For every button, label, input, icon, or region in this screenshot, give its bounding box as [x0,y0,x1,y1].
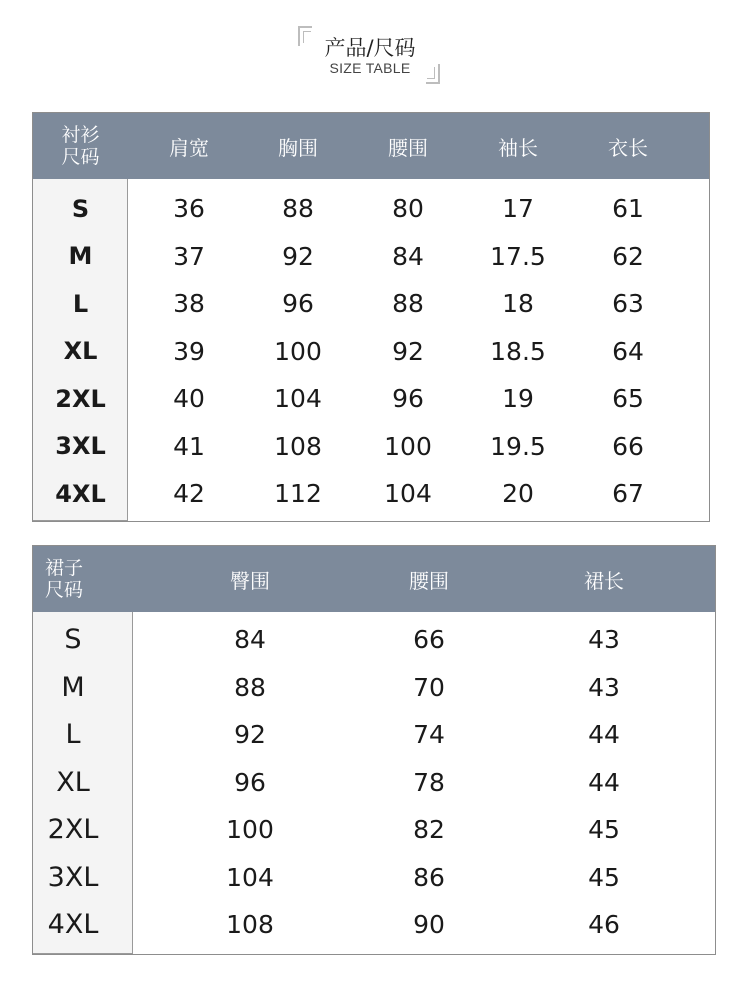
shirt-value-cell: 88 [282,194,314,224]
skirt-header-cell: 臀围 [230,568,270,593]
shirt-value-cell: 37 [173,241,205,271]
shirt-corner-line2: 尺码 [61,146,100,168]
skirt-size-table [32,545,716,955]
shirt-value-cell: 62 [612,241,644,271]
skirt-value-cell: 82 [413,815,445,845]
shirt-value-cell: 100 [274,336,322,366]
shirt-header-cell: 袖长 [498,135,538,160]
shirt-value-cell: 36 [173,194,205,224]
shirt-value-cell: 18 [502,289,534,319]
page-subtitle: SIZE TABLE [329,60,411,76]
skirt-value-cell: 43 [588,672,620,702]
shirt-header-cell: 胸围 [278,135,318,160]
skirt-size-label: L [65,719,81,751]
skirt-size-label: 3XL [47,861,99,893]
shirt-header-cell: 衣长 [608,135,648,160]
skirt-value-cell: 86 [413,862,445,892]
shirt-value-cell: 112 [274,479,322,509]
shirt-value-cell: 20 [502,479,534,509]
skirt-size-label: M [61,671,85,703]
skirt-size-label: XL [56,766,90,798]
skirt-value-cell: 84 [234,625,266,655]
skirt-value-cell: 96 [234,767,266,797]
shirt-header-cell: 肩宽 [169,135,209,160]
skirt-size-label: 2XL [47,814,99,846]
skirt-value-cell: 44 [588,767,620,797]
shirt-value-cell: 17.5 [490,241,546,271]
skirt-value-cell: 100 [226,815,274,845]
shirt-size-label: L [72,289,89,318]
shirt-value-cell: 38 [173,289,205,319]
skirt-value-cell: 74 [413,720,445,750]
shirt-value-cell: 80 [392,194,424,224]
skirt-value-cell: 45 [588,815,620,845]
skirt-value-cell: 43 [588,625,620,655]
shirt-size-label: M [68,242,93,271]
shirt-value-cell: 40 [173,384,205,414]
skirt-corner-label [33,546,133,612]
skirt-value-cell: 88 [234,672,266,702]
skirt-size-label: S [64,624,82,656]
shirt-value-cell: 104 [274,384,322,414]
skirt-value-cell: 78 [413,767,445,797]
skirt-value-cell: 90 [413,910,445,940]
shirt-size-label: 3XL [55,432,106,461]
shirt-value-cell: 17 [502,194,534,224]
shirt-value-cell: 42 [173,479,205,509]
shirt-size-label: XL [63,337,98,366]
title-bracket-bottom-right [426,64,440,84]
shirt-value-cell: 92 [392,336,424,366]
shirt-corner-label [33,113,128,179]
shirt-header-cell: 腰围 [388,135,428,160]
skirt-value-cell: 66 [413,625,445,655]
shirt-size-table [32,112,710,522]
skirt-value-cell: 70 [413,672,445,702]
skirt-value-cell: 108 [226,910,274,940]
shirt-value-cell: 18.5 [490,336,546,366]
title-block [0,26,750,88]
shirt-value-cell: 92 [282,241,314,271]
shirt-size-label: 2XL [55,384,106,413]
skirt-corner-line2: 尺码 [45,579,84,601]
shirt-value-cell: 65 [612,384,644,414]
shirt-value-cell: 88 [392,289,424,319]
shirt-value-cell: 63 [612,289,644,319]
page-title: 产品/尺码 [324,36,416,60]
shirt-value-cell: 67 [612,479,644,509]
skirt-header-cell: 腰围 [409,568,449,593]
shirt-value-cell: 61 [612,194,644,224]
shirt-value-cell: 108 [274,431,322,461]
skirt-value-cell: 104 [226,862,274,892]
shirt-value-cell: 104 [384,479,432,509]
skirt-value-cell: 46 [588,910,620,940]
shirt-value-cell: 96 [282,289,314,319]
shirt-value-cell: 66 [612,431,644,461]
shirt-value-cell: 39 [173,336,205,366]
shirt-value-cell: 19.5 [490,431,546,461]
shirt-value-cell: 19 [502,384,534,414]
skirt-value-cell: 44 [588,720,620,750]
shirt-value-cell: 84 [392,241,424,271]
shirt-value-cell: 64 [612,336,644,366]
shirt-value-cell: 96 [392,384,424,414]
shirt-size-label: 4XL [55,479,106,508]
skirt-size-label: 4XL [47,909,99,941]
shirt-value-cell: 100 [384,431,432,461]
skirt-value-cell: 45 [588,862,620,892]
shirt-size-label: S [71,194,90,223]
skirt-corner-line1: 裙子 [45,557,84,579]
skirt-value-cell: 92 [234,720,266,750]
shirt-corner-line1: 衬衫 [61,124,100,146]
skirt-header-cell: 裙长 [584,568,624,593]
shirt-value-cell: 41 [173,431,205,461]
